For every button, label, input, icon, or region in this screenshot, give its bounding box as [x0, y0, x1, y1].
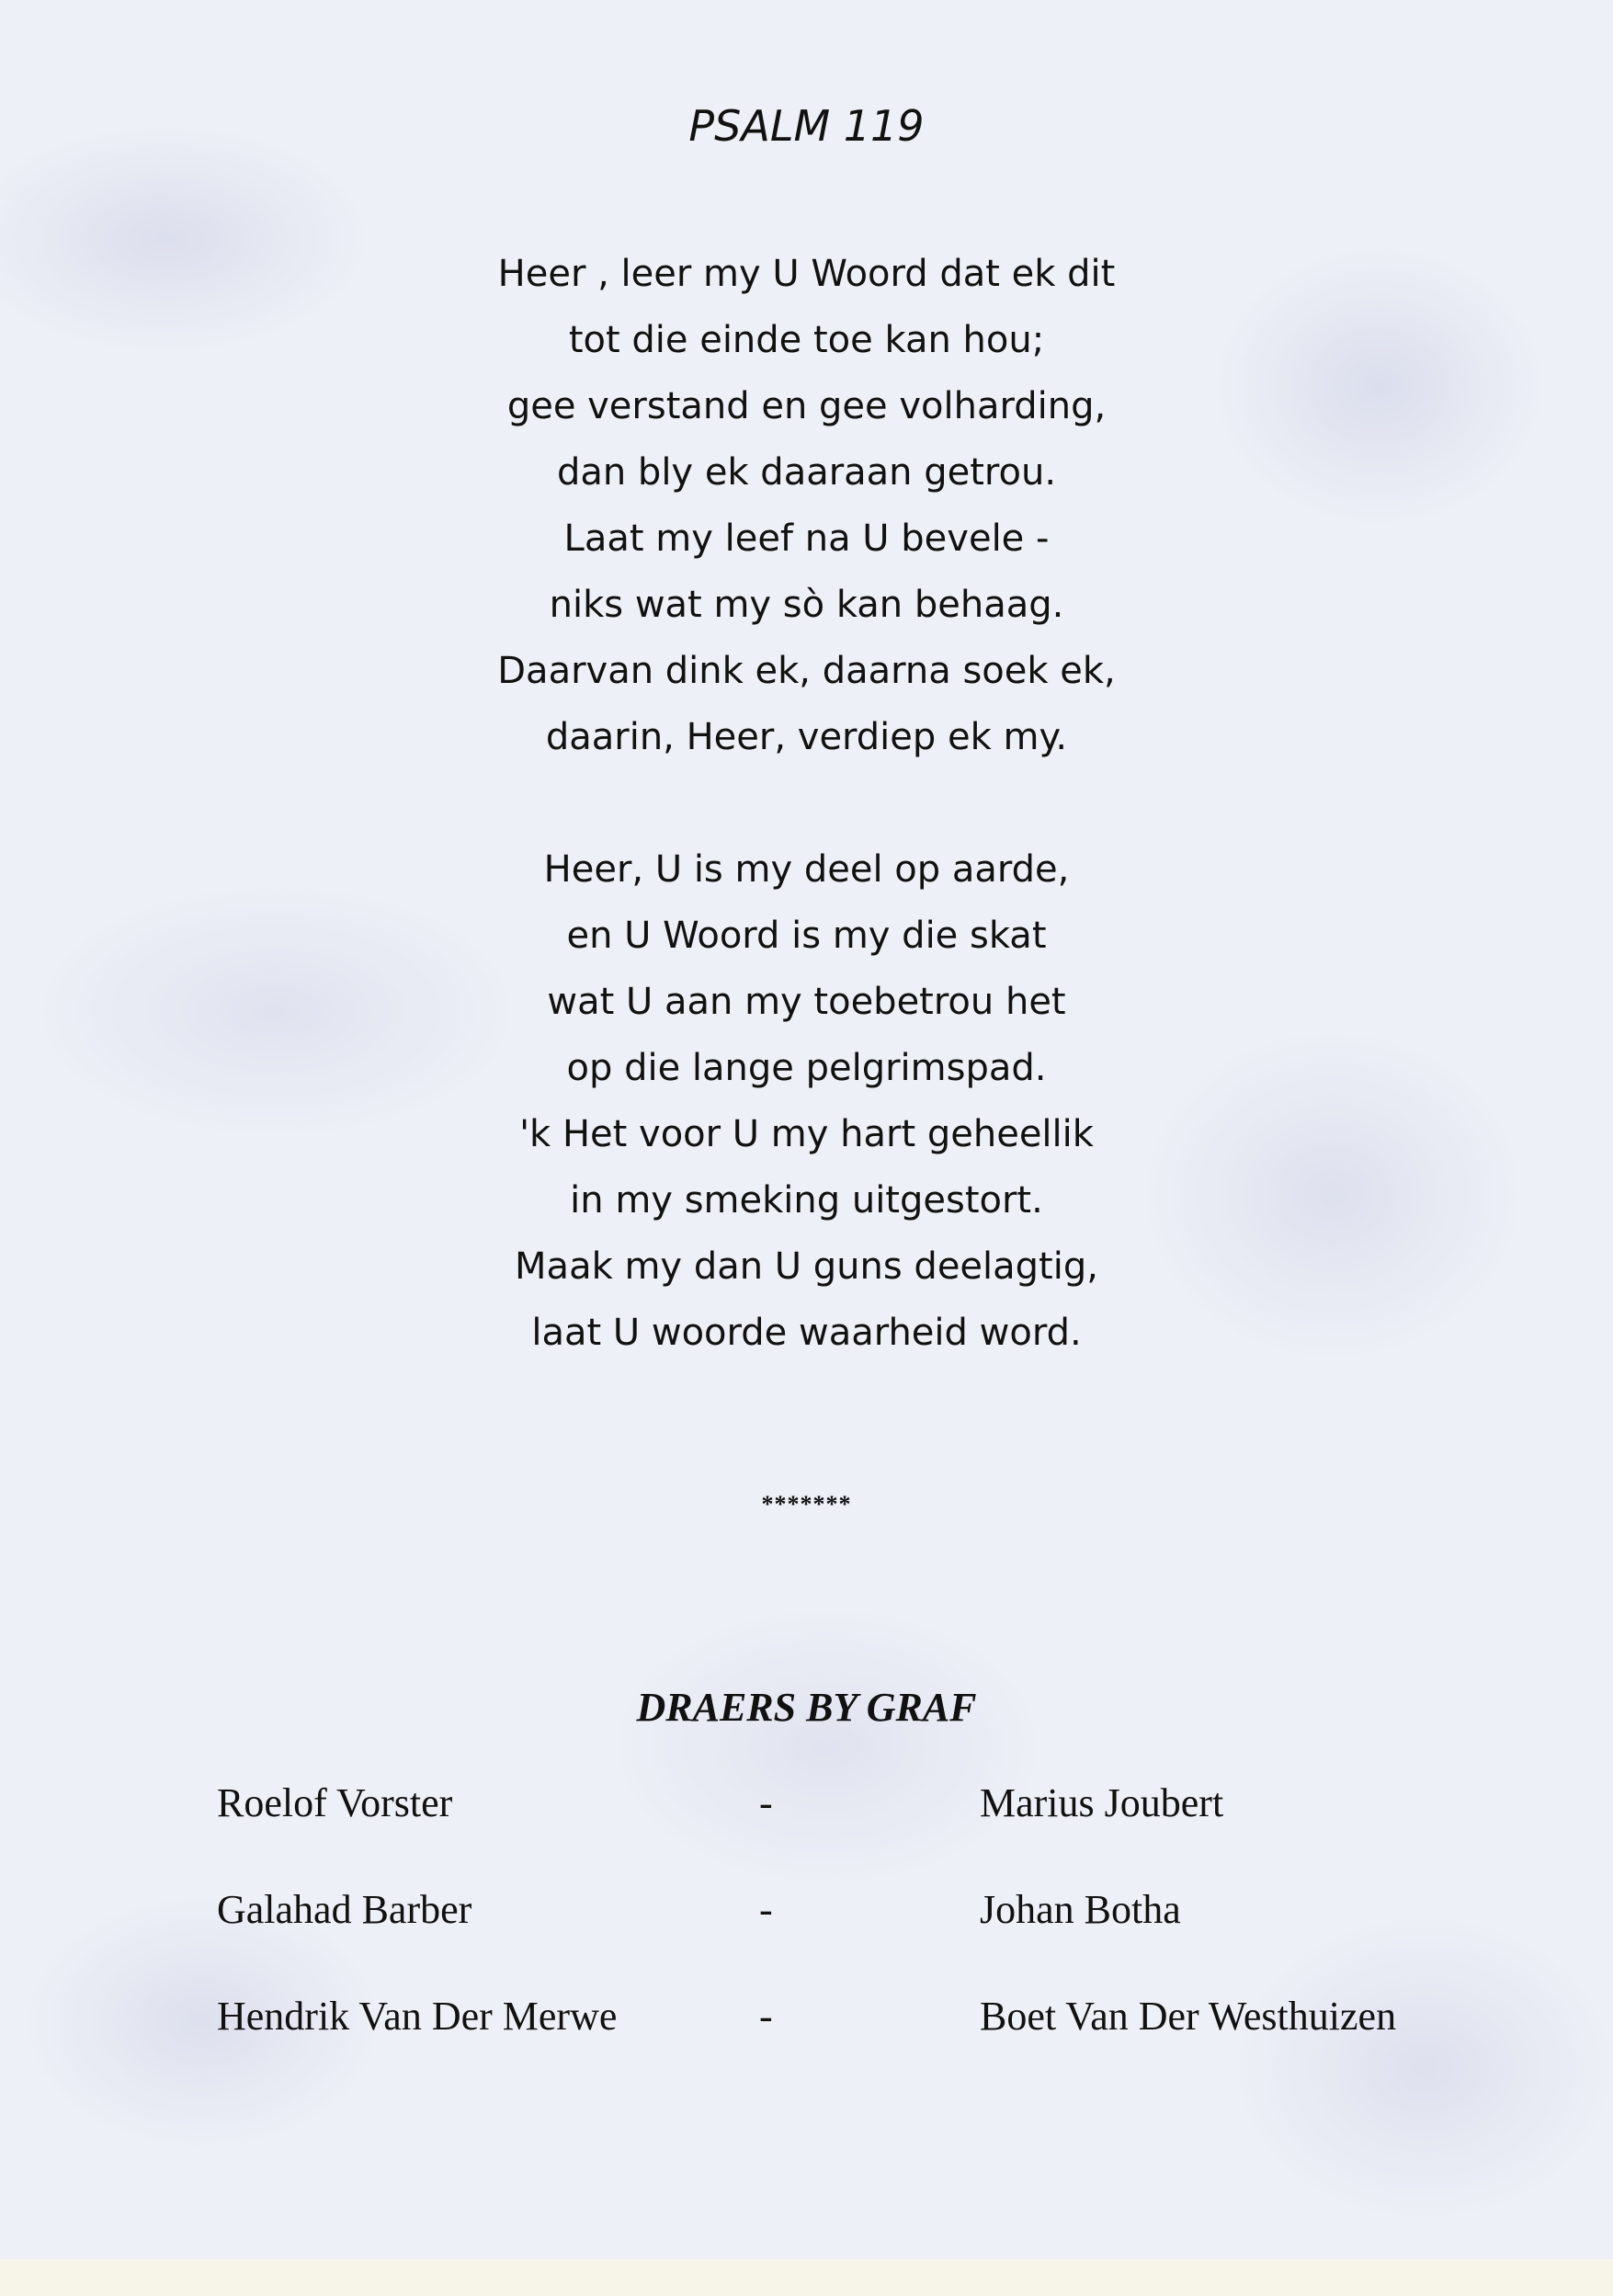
stanza-line: daarin, Heer, verdiep ek my.	[545, 716, 1068, 758]
bearer-name-right: Johan Botha	[980, 1887, 1181, 1932]
stanza-line: Maak my dan U guns deelagtig,	[515, 1245, 1098, 1288]
stanza-line: Heer , leer my U Woord dat ek dit	[497, 253, 1116, 295]
stanza-line: Daarvan dink ek, daarna soek ek,	[497, 650, 1116, 692]
psalm-stanza-1	[0, 241, 1613, 770]
stanza-line: Heer, U is my deel op aarde,	[543, 848, 1070, 891]
stanza-line: Laat my leef na U bevele -	[563, 517, 1050, 560]
bearer-pair-dash: -	[759, 1780, 773, 1825]
stanza-line: wat U aan my toebetrou het	[547, 981, 1066, 1023]
bearer-pair-dash: -	[759, 1994, 773, 2039]
bearer-pair-row	[0, 1779, 1613, 1835]
bearer-name-left: Hendrik Van Der Merwe	[217, 1994, 618, 2039]
bearer-name-left: Galahad Barber	[217, 1887, 472, 1932]
bearer-pair-dash: -	[759, 1887, 773, 1932]
bearer-pair-row	[0, 1886, 1613, 1941]
stanza-line: tot die einde toe kan hou;	[568, 319, 1045, 361]
page-bottom-edge	[0, 2259, 1613, 2296]
stanza-line: 'k Het voor U my hart geheellik	[519, 1113, 1094, 1155]
bearers-heading: DRAERS BY GRAF	[636, 1685, 977, 1730]
bearer-name-right: Boet Van Der Westhuizen	[980, 1994, 1397, 2039]
psalm-title: PSALM 119	[688, 101, 925, 151]
bearer-name-right: Marius Joubert	[980, 1780, 1224, 1825]
psalm-stanza-2	[0, 836, 1613, 1366]
section-separator: *******	[761, 1491, 852, 1517]
stanza-line: op die lange pelgrimspad.	[566, 1047, 1047, 1089]
stanza-line: gee verstand en gee volharding,	[506, 385, 1107, 427]
stanza-line: dan bly ek daaraan getrou.	[556, 451, 1057, 494]
bearer-name-left: Roelof Vorster	[217, 1780, 453, 1825]
bearer-pair-row	[0, 1993, 1613, 2048]
stanza-line: niks wat my sò kan behaag.	[549, 584, 1064, 626]
stanza-line: laat U woorde waarheid word.	[531, 1312, 1082, 1354]
stanza-line: in my smeking uitgestort.	[570, 1179, 1043, 1222]
stanza-line: en U Woord is my die skat	[566, 915, 1047, 957]
